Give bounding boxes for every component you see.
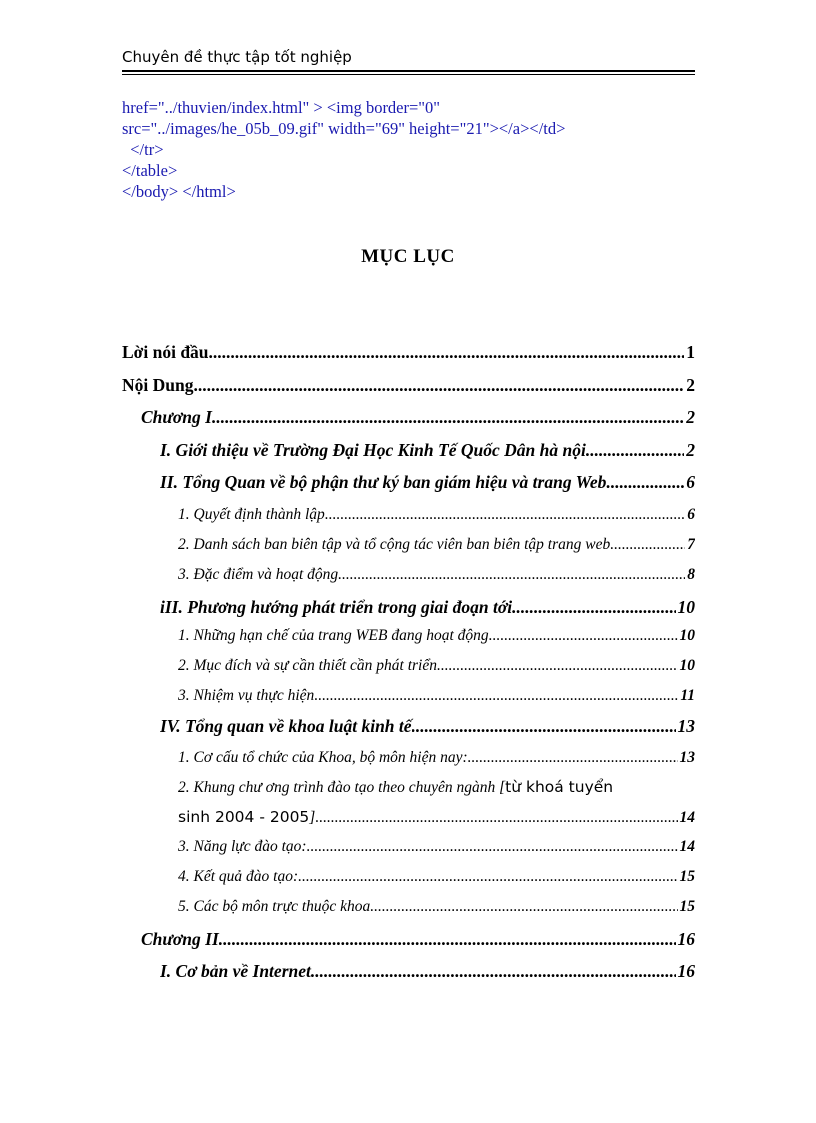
toc-entry-page: 10 <box>677 597 695 617</box>
toc-entry[interactable] <box>141 929 695 950</box>
toc-entry-page: 11 <box>680 687 695 704</box>
code-line: href="../thuvien/index.html" > <img border="0" <box>122 98 441 117</box>
toc-leader <box>610 536 685 554</box>
toc-entry[interactable] <box>178 627 695 645</box>
toc-entry-page: 16 <box>677 929 695 949</box>
toc-entry[interactable] <box>122 342 695 363</box>
toc-leader <box>311 961 676 982</box>
toc-entry-page: 14 <box>679 809 695 826</box>
toc-entry-label-tail: ] <box>309 809 316 826</box>
toc-entry-label: 3. Đặc điểm và hoạt động <box>178 566 339 583</box>
toc-leader <box>209 342 685 363</box>
toc-entry-page: 10 <box>679 657 695 674</box>
toc-leader <box>468 749 678 767</box>
page-header: Chuyên đề thực tập tốt nghiệp <box>122 48 352 66</box>
toc-leader <box>219 929 676 950</box>
toc-entry-label: IV. Tổng quan về khoa luật kinh tế <box>160 716 412 736</box>
toc-entry-label: 2. Khung chư ơng trình đào tạo theo chuyên ngành [ <box>178 779 506 796</box>
toc-entry[interactable] <box>160 597 695 618</box>
toc-leader <box>338 566 685 584</box>
toc-entry[interactable] <box>160 961 695 982</box>
toc-entry-page: 2 <box>686 440 695 460</box>
toc-entry[interactable] <box>141 407 695 428</box>
toc-entry-label: Nội Dung <box>122 375 194 395</box>
toc-leader <box>307 838 678 856</box>
toc-entry-page: 1 <box>686 342 695 362</box>
toc-entry[interactable] <box>178 898 695 916</box>
toc-leader <box>315 809 677 827</box>
toc-entry[interactable] <box>178 808 695 827</box>
toc-leader <box>437 657 678 675</box>
toc-entry-page: 7 <box>687 536 695 553</box>
toc-entry-page: 16 <box>677 961 695 981</box>
toc-leader <box>325 506 685 524</box>
toc-entry-label: 2. Mục đích và sự cần thiết cần phát triển <box>178 657 437 674</box>
toc-entry-page: 15 <box>679 898 695 915</box>
toc-entry-page: 6 <box>687 506 695 523</box>
toc-entry[interactable] <box>178 838 695 856</box>
toc-leader <box>606 472 684 493</box>
toc-entry-label: Chương I <box>141 407 212 427</box>
toc-leader <box>512 597 675 618</box>
toc-entry-label: 1. Quyết định thành lập <box>178 506 325 523</box>
toc-entry-page: 8 <box>687 566 695 583</box>
toc-entry[interactable] <box>178 566 695 584</box>
toc-entry-label: II. Tổng Quan về bộ phận thư ký ban giám hiệu và trang Web <box>160 472 607 492</box>
toc-entry-label: 1. Cơ cấu tổ chức của Khoa, bộ môn hiện nay: <box>178 749 468 766</box>
toc-entry[interactable] <box>178 506 695 524</box>
toc-entry-label: 3. Nhiệm vụ thực hiện <box>178 687 315 704</box>
toc-leader <box>586 440 684 461</box>
code-snippet <box>122 97 565 202</box>
toc-leader <box>370 898 677 916</box>
toc-leader <box>412 716 676 737</box>
toc-entry-label: 3. Năng lực đào tạo: <box>178 838 307 855</box>
toc-entry-label-plain: từ khoá tuyển <box>505 778 614 796</box>
toc-entry-label: 5. Các bộ môn trực thuộc khoa <box>178 898 371 915</box>
toc-entry-page: 15 <box>679 868 695 885</box>
toc-entry-page: 13 <box>677 716 695 736</box>
toc-leader <box>489 627 678 645</box>
header-rule-thick <box>122 70 695 72</box>
toc-entry[interactable] <box>178 657 695 675</box>
toc-entry-page: 14 <box>679 838 695 855</box>
toc-entry-page: 10 <box>679 627 695 644</box>
toc-entry-label: iII. Phương hướng phát triển trong giai đoạn tới <box>160 597 513 617</box>
code-line: </table> <box>122 161 178 180</box>
toc-entry[interactable] <box>178 536 695 554</box>
toc-entry-label: Lời nói đầu <box>122 342 209 362</box>
toc-entry-label: Chương II <box>141 929 219 949</box>
toc-entry-label: 4. Kết quả đào tạo: <box>178 868 299 885</box>
toc-entry-label: I. Cơ bản về Internet <box>160 961 311 981</box>
toc-entry[interactable] <box>160 440 695 461</box>
code-line: </tr> <box>122 140 164 159</box>
toc-leader <box>193 375 684 396</box>
toc-entry-label: 2. Danh sách ban biên tập và tổ cộng tác viên ban biên tập trang web <box>178 536 611 553</box>
toc-entry[interactable] <box>122 375 695 396</box>
toc-entry[interactable] <box>160 716 695 737</box>
toc-entry-page: 2 <box>686 407 695 427</box>
toc-entry[interactable] <box>178 749 695 767</box>
toc-leader <box>298 868 677 886</box>
page-title: MỤC LỤC <box>361 246 455 267</box>
toc-entry-page: 13 <box>679 749 695 766</box>
toc-entry-page: 2 <box>686 375 695 395</box>
code-line: </body> </html> <box>122 182 236 201</box>
toc-entry-page: 6 <box>686 472 695 492</box>
toc-entry-label-plain: sinh 2004 - 2005 <box>178 808 310 826</box>
code-line: src="../images/he_05b_09.gif" width="69" height="21"></a></td> <box>122 119 566 138</box>
toc-entry[interactable] <box>178 868 695 886</box>
toc-entry-label: I. Giới thiệu về Trường Đại Học Kinh Tế Quốc Dân hà nội <box>160 440 586 460</box>
toc-entry-wrap-first[interactable] <box>178 778 613 797</box>
toc-leader <box>314 687 678 705</box>
toc-entry[interactable] <box>178 687 695 705</box>
toc-entry[interactable] <box>160 472 695 493</box>
header-rule-thin <box>122 74 695 75</box>
toc-entry-label: 1. Những hạn chế của trang WEB đang hoạt động <box>178 627 489 644</box>
toc-leader <box>212 407 684 428</box>
